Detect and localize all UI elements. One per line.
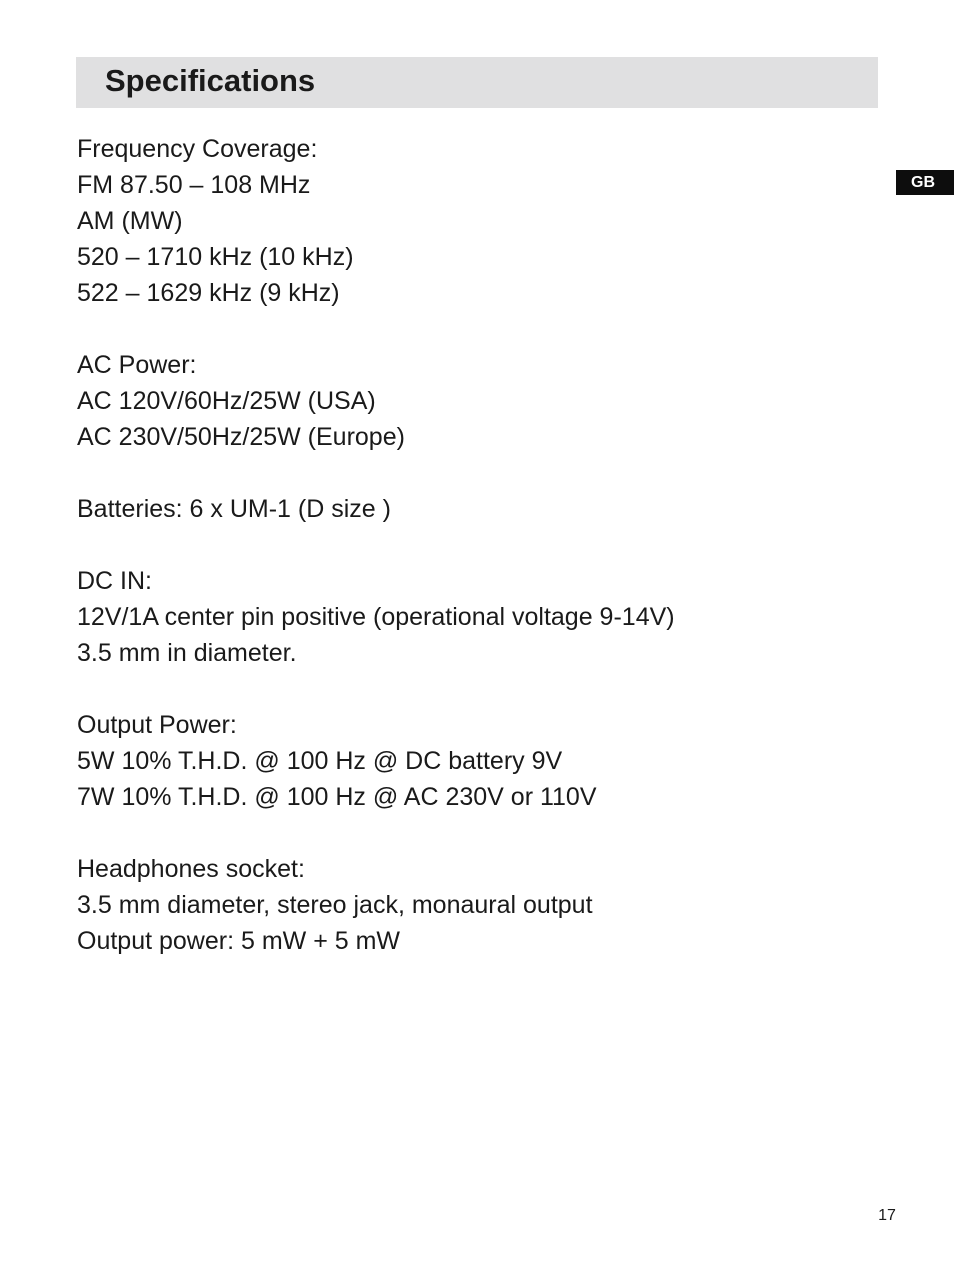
spec-line: Output power: 5 mW + 5 mW bbox=[77, 927, 401, 955]
spec-heading: Frequency Coverage: bbox=[77, 135, 318, 163]
spec-line: 5W 10% T.H.D. @ 100 Hz @ DC battery 9V bbox=[77, 747, 563, 775]
spec-heading: DC IN: bbox=[77, 567, 152, 595]
page-number: 17 bbox=[878, 1207, 896, 1224]
spec-line: AM (MW) bbox=[77, 207, 183, 235]
language-tab: GB bbox=[896, 170, 954, 195]
specifications-list bbox=[77, 131, 857, 995]
spec-group-frequency-coverage bbox=[77, 131, 857, 311]
spec-line: FM 87.50 – 108 MHz bbox=[77, 171, 311, 199]
page-title: Specifications bbox=[105, 63, 316, 98]
spec-line: 3.5 mm diameter, stereo jack, monaural output bbox=[77, 891, 593, 919]
spec-line: AC 230V/50Hz/25W (Europe) bbox=[77, 423, 405, 451]
spec-line: AC 120V/60Hz/25W (USA) bbox=[77, 387, 376, 415]
spec-heading: Headphones socket: bbox=[77, 855, 305, 883]
spec-line: 3.5 mm in diameter. bbox=[77, 639, 297, 667]
spec-group-output-power bbox=[77, 707, 857, 815]
spec-line: 520 – 1710 kHz (10 kHz) bbox=[77, 243, 354, 271]
spec-line: 12V/1A center pin positive (operational voltage 9-14V) bbox=[77, 603, 675, 631]
spec-group-dc-in bbox=[77, 563, 857, 671]
section-title-bar bbox=[76, 57, 878, 108]
spec-heading: Output Power: bbox=[77, 711, 237, 739]
spec-group-batteries bbox=[77, 491, 857, 527]
spec-heading: Batteries: 6 x UM-1 (D size ) bbox=[77, 495, 391, 523]
spec-heading: AC Power: bbox=[77, 351, 197, 379]
spec-group-ac-power bbox=[77, 347, 857, 455]
spec-line: 7W 10% T.H.D. @ 100 Hz @ AC 230V or 110V bbox=[77, 783, 597, 811]
spec-line: 522 – 1629 kHz (9 kHz) bbox=[77, 279, 340, 307]
spec-group-headphones-socket bbox=[77, 851, 857, 959]
